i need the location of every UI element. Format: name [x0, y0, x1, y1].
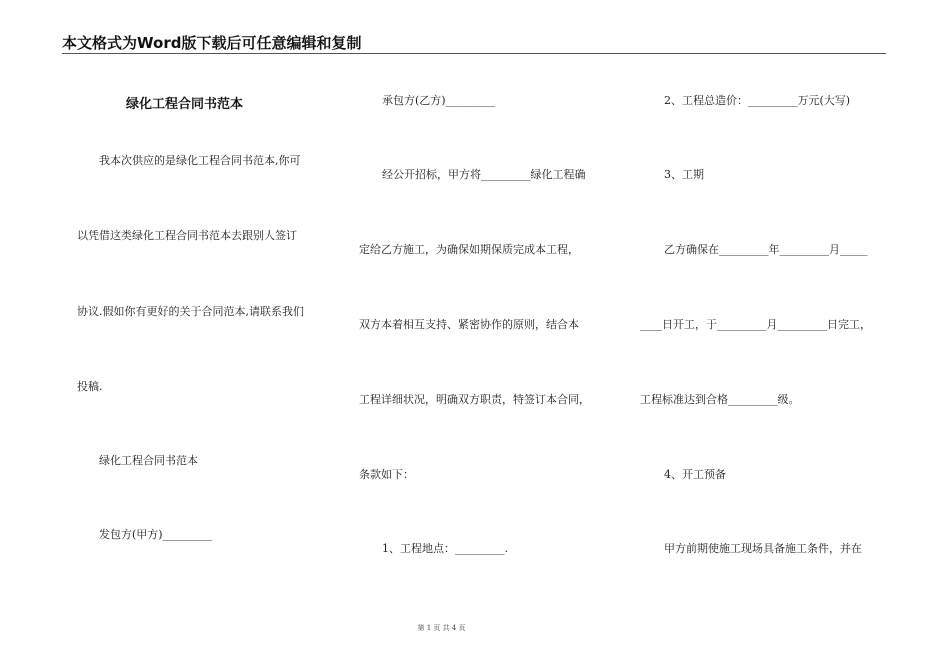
col1-line-4: 投稿.: [77, 380, 103, 393]
col2-line-4: 双方本着相互支持、紧密协作的原则，结合本: [359, 318, 579, 331]
header-divider: [62, 53, 886, 54]
col3-line-5: 工程标准达到合格_________级。: [640, 393, 800, 406]
col3-line-6: 4、开工预备: [664, 468, 726, 481]
page-number: 第 1 页 共 4 页: [417, 624, 466, 632]
col3-line-7: 甲方前期使施工现场具备施工条件，并在: [664, 542, 862, 555]
col2-line-1: 承包方(乙方)_________: [382, 94, 496, 107]
col2-line-2: 经公开招标，甲方将_________绿化工程确: [382, 168, 586, 181]
col2-line-3: 定给乙方施工，为确保如期保质完成本工程，: [359, 243, 579, 256]
col1-line-6: 发包方(甲方)_________: [99, 528, 213, 541]
col1-line-3: 协议.假如你有更好的关于合同范本,请联系我们: [77, 305, 304, 318]
col3-line-3: 乙方确保在_________年_________月_____: [664, 243, 868, 256]
col2-line-6: 条款如下：: [359, 468, 414, 481]
page-header: 本文格式为Word版下载后可任意编辑和复制: [62, 34, 362, 52]
col1-line-1: 我本次供应的是绿化工程合同书范本,你可: [99, 154, 301, 167]
col2-line-7: 1、工程地点：_________.: [382, 542, 508, 555]
document-title: 绿化工程合同书范本: [126, 97, 244, 112]
col3-line-2: 3、工期: [664, 168, 704, 181]
col2-line-5: 工程详细状况，明确双方职责，特签订本合同，: [359, 393, 590, 406]
col1-line-5: 绿化工程合同书范本: [99, 454, 198, 467]
col3-line-1: 2、工程总造价：_________万元(大写): [664, 94, 851, 107]
col1-line-2: 以凭借这类绿化工程合同书范本去跟别人签订: [77, 229, 297, 242]
col3-line-4: ____日开工，于_________月_________日完工，: [640, 318, 871, 331]
